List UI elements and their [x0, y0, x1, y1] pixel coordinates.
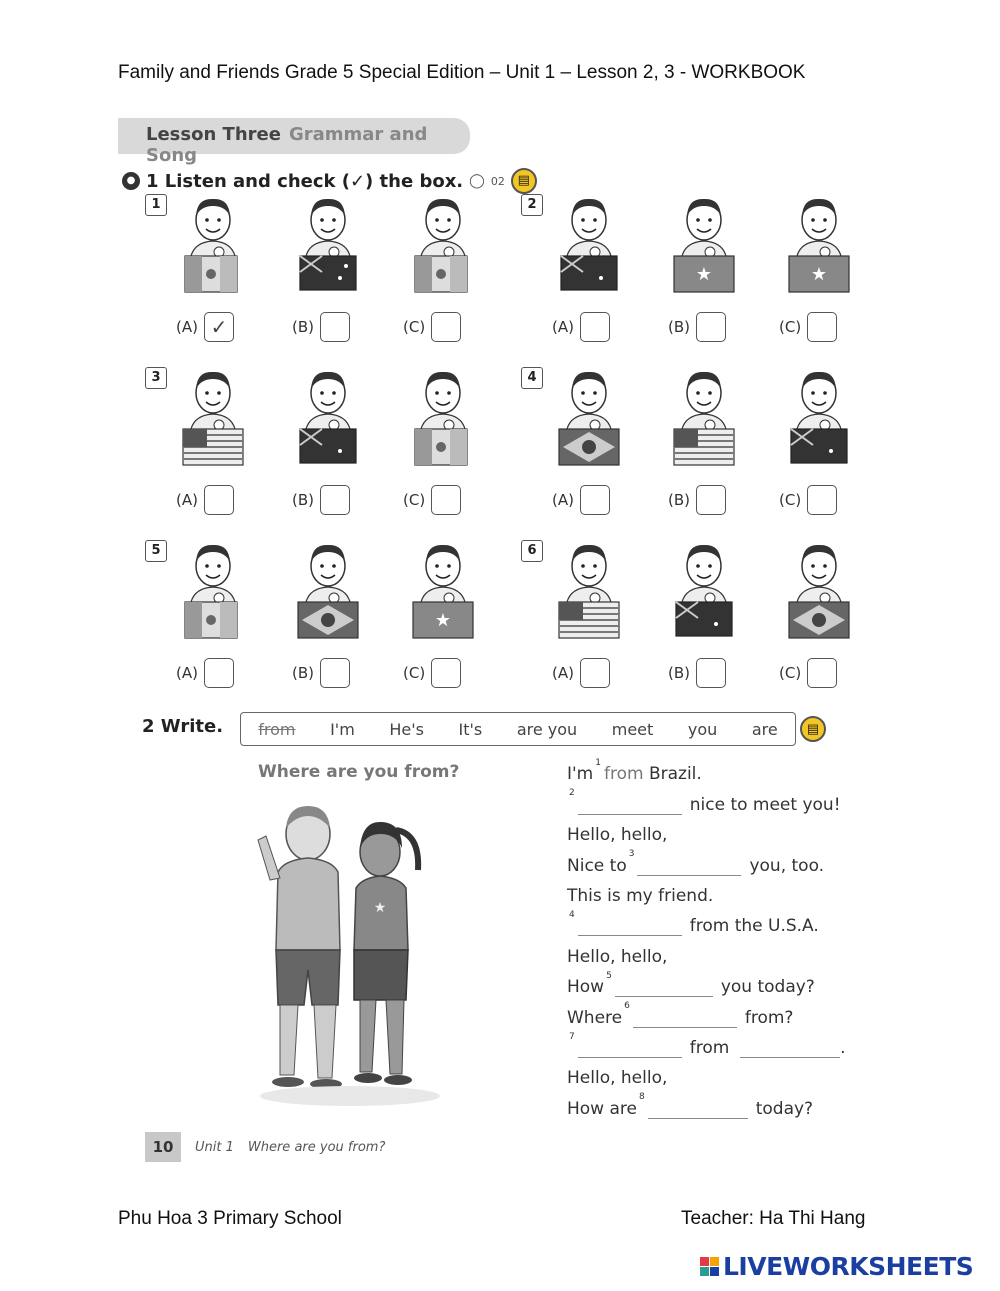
kid-with-flag-illustration [549, 367, 629, 479]
option-a: (A) [552, 658, 610, 688]
kid-with-flag-illustration [288, 194, 368, 306]
option-a: (A) ✓ [176, 312, 234, 342]
checkbox[interactable] [696, 312, 726, 342]
checkbox[interactable] [807, 658, 837, 688]
lyric-line: 4 from the U.S.A. [569, 909, 819, 937]
option-a: (A) [552, 312, 610, 342]
option-b: (B) [292, 658, 350, 688]
school-name: Phu Hoa 3 Primary School [118, 1208, 342, 1229]
checkbox[interactable] [580, 658, 610, 688]
checkbox[interactable] [696, 485, 726, 515]
book-page-footer [145, 1132, 385, 1162]
svg-text:★: ★ [434, 610, 452, 630]
answer-blank-7b[interactable] [740, 1040, 840, 1058]
checkbox[interactable] [320, 658, 350, 688]
brand-name: LIVEWORKSHEETS [723, 1252, 974, 1281]
answer-blank-8[interactable] [648, 1101, 748, 1119]
checkbox[interactable] [807, 485, 837, 515]
page-number: 10 [145, 1132, 181, 1162]
question-group-2 [521, 194, 851, 364]
headphones-icon[interactable]: ◯ [469, 173, 485, 189]
word-bank-item: from [258, 719, 296, 739]
question-number: 2 [521, 194, 543, 216]
lyric-line: Hello, hello, [567, 946, 668, 967]
lyric-line: How are $^8$ today? [567, 1092, 814, 1119]
kid-with-flag-illustration [173, 194, 253, 306]
question-group-1 [145, 194, 475, 364]
word-bank-item: are you [516, 719, 578, 739]
question-number: 1 [145, 194, 167, 216]
checkbox[interactable] [431, 312, 461, 342]
word-bank [240, 712, 796, 746]
word-bank-item: I'm [330, 719, 355, 739]
kid-with-flag-illustration [288, 367, 368, 479]
question-number: 4 [521, 367, 543, 389]
kid-with-flag-illustration [173, 367, 253, 479]
word-bank-item: you [687, 719, 718, 739]
song-title: Where are you from? [258, 762, 460, 782]
checkbox[interactable]: ✓ [204, 312, 234, 342]
answer-blank-3[interactable] [637, 858, 741, 876]
kid-with-flag-illustration [664, 367, 744, 479]
svg-text:★: ★ [810, 264, 828, 284]
answer-blank-7[interactable] [578, 1040, 682, 1058]
answer-blank-4[interactable] [578, 918, 682, 936]
checkbox[interactable] [431, 658, 461, 688]
unit-title: Where are you from? [247, 1139, 386, 1155]
unit-label: Unit 1 [195, 1139, 234, 1155]
checkbox[interactable] [204, 485, 234, 515]
brand-logo[interactable] [700, 1252, 973, 1281]
question-group-6 [521, 540, 851, 710]
answer-blank-2[interactable] [578, 797, 682, 815]
word-bank-item: are [751, 719, 778, 739]
lyric-line: How $^5$ you today? [567, 970, 815, 998]
cd-icon: ● [122, 172, 140, 190]
kid-with-flag-illustration [403, 540, 483, 652]
kid-with-flag-illustration [549, 194, 629, 306]
worksheet-doc-icon[interactable]: ▤ [800, 716, 826, 742]
option-c: (C) [779, 485, 837, 515]
checkbox[interactable] [204, 658, 234, 688]
question-group-4 [521, 367, 851, 537]
answer-blank-5[interactable] [615, 979, 713, 997]
exercise1-instruction: 1 Listen and check (✓) the box. [146, 170, 464, 192]
kid-with-flag-illustration [403, 367, 483, 479]
teacher-name: Teacher: Ha Thi Hang [681, 1208, 866, 1229]
question-number: 5 [145, 540, 167, 562]
question-number: 6 [521, 540, 543, 562]
question-number: 3 [145, 367, 167, 389]
kid-with-flag-illustration [664, 194, 744, 306]
option-a: (A) [552, 485, 610, 515]
word-bank-item: He's [389, 719, 424, 739]
kid-with-flag-illustration [779, 367, 859, 479]
example-answer: from [603, 764, 644, 785]
word-bank-item: It's [458, 719, 483, 739]
option-c: (C) [779, 312, 837, 342]
word-bank-item: meet [611, 719, 654, 739]
track-number: 02 [490, 174, 505, 188]
lyric-line: This is my friend. [567, 885, 714, 906]
svg-text:★: ★ [373, 899, 387, 915]
lyric-line: I'm $^1$ from Brazil. [567, 758, 702, 785]
option-c: (C) [779, 658, 837, 688]
lesson-subtitle: Grammar and Song [146, 124, 428, 166]
kid-with-flag-illustration [779, 540, 859, 652]
option-c: (C) [403, 658, 461, 688]
option-b: (B) [668, 312, 726, 342]
lyric-line: Nice to $^3$ you, too. [567, 849, 825, 876]
lyric-line: 2 nice to meet you! [569, 788, 841, 815]
question-group-3 [145, 367, 475, 537]
kid-with-flag-illustration [288, 540, 368, 652]
lyric-line: 7 from . [569, 1031, 846, 1058]
kid-with-flag-illustration [664, 540, 744, 652]
question-group-5 [145, 540, 475, 710]
checkbox[interactable] [807, 312, 837, 342]
option-c: (C) [403, 485, 461, 515]
kid-with-flag-illustration [403, 194, 483, 306]
worksheet-title: Family and Friends Grade 5 Special Edition – Unit 1 – Lesson 2, 3 - WORKBOOK [118, 62, 806, 83]
option-b: (B) [668, 485, 726, 515]
lyric-line: Hello, hello, [567, 1068, 668, 1089]
option-c: (C) [403, 312, 461, 342]
worksheet-doc-icon[interactable]: ▤ [511, 168, 537, 194]
two-children-illustration [250, 800, 450, 1110]
exercise1-title [122, 168, 537, 194]
option-b: (B) [292, 485, 350, 515]
option-a: (A) [176, 485, 234, 515]
checkbox[interactable] [320, 312, 350, 342]
lesson-banner [118, 118, 470, 166]
option-a: (A) [176, 658, 234, 688]
checkbox[interactable] [696, 658, 726, 688]
checkbox[interactable] [431, 485, 461, 515]
lyric-line: Where $^6$ from? [567, 1001, 794, 1028]
song-lyrics [567, 754, 867, 1119]
option-b: (B) [292, 312, 350, 342]
answer-blank-6[interactable] [633, 1010, 737, 1028]
kid-with-flag-illustration [549, 540, 629, 652]
lesson-label: Lesson Three [146, 124, 281, 145]
option-b: (B) [668, 658, 726, 688]
exercise2-title: 2 Write. [142, 716, 224, 737]
kid-with-flag-illustration [173, 540, 253, 652]
svg-text:★: ★ [695, 264, 713, 284]
checkbox[interactable] [320, 485, 350, 515]
brand-logo-icon [700, 1257, 719, 1276]
checkbox[interactable] [580, 312, 610, 342]
lyric-line: Hello, hello, [567, 825, 668, 846]
kid-with-flag-illustration [779, 194, 859, 306]
checkbox[interactable] [580, 485, 610, 515]
